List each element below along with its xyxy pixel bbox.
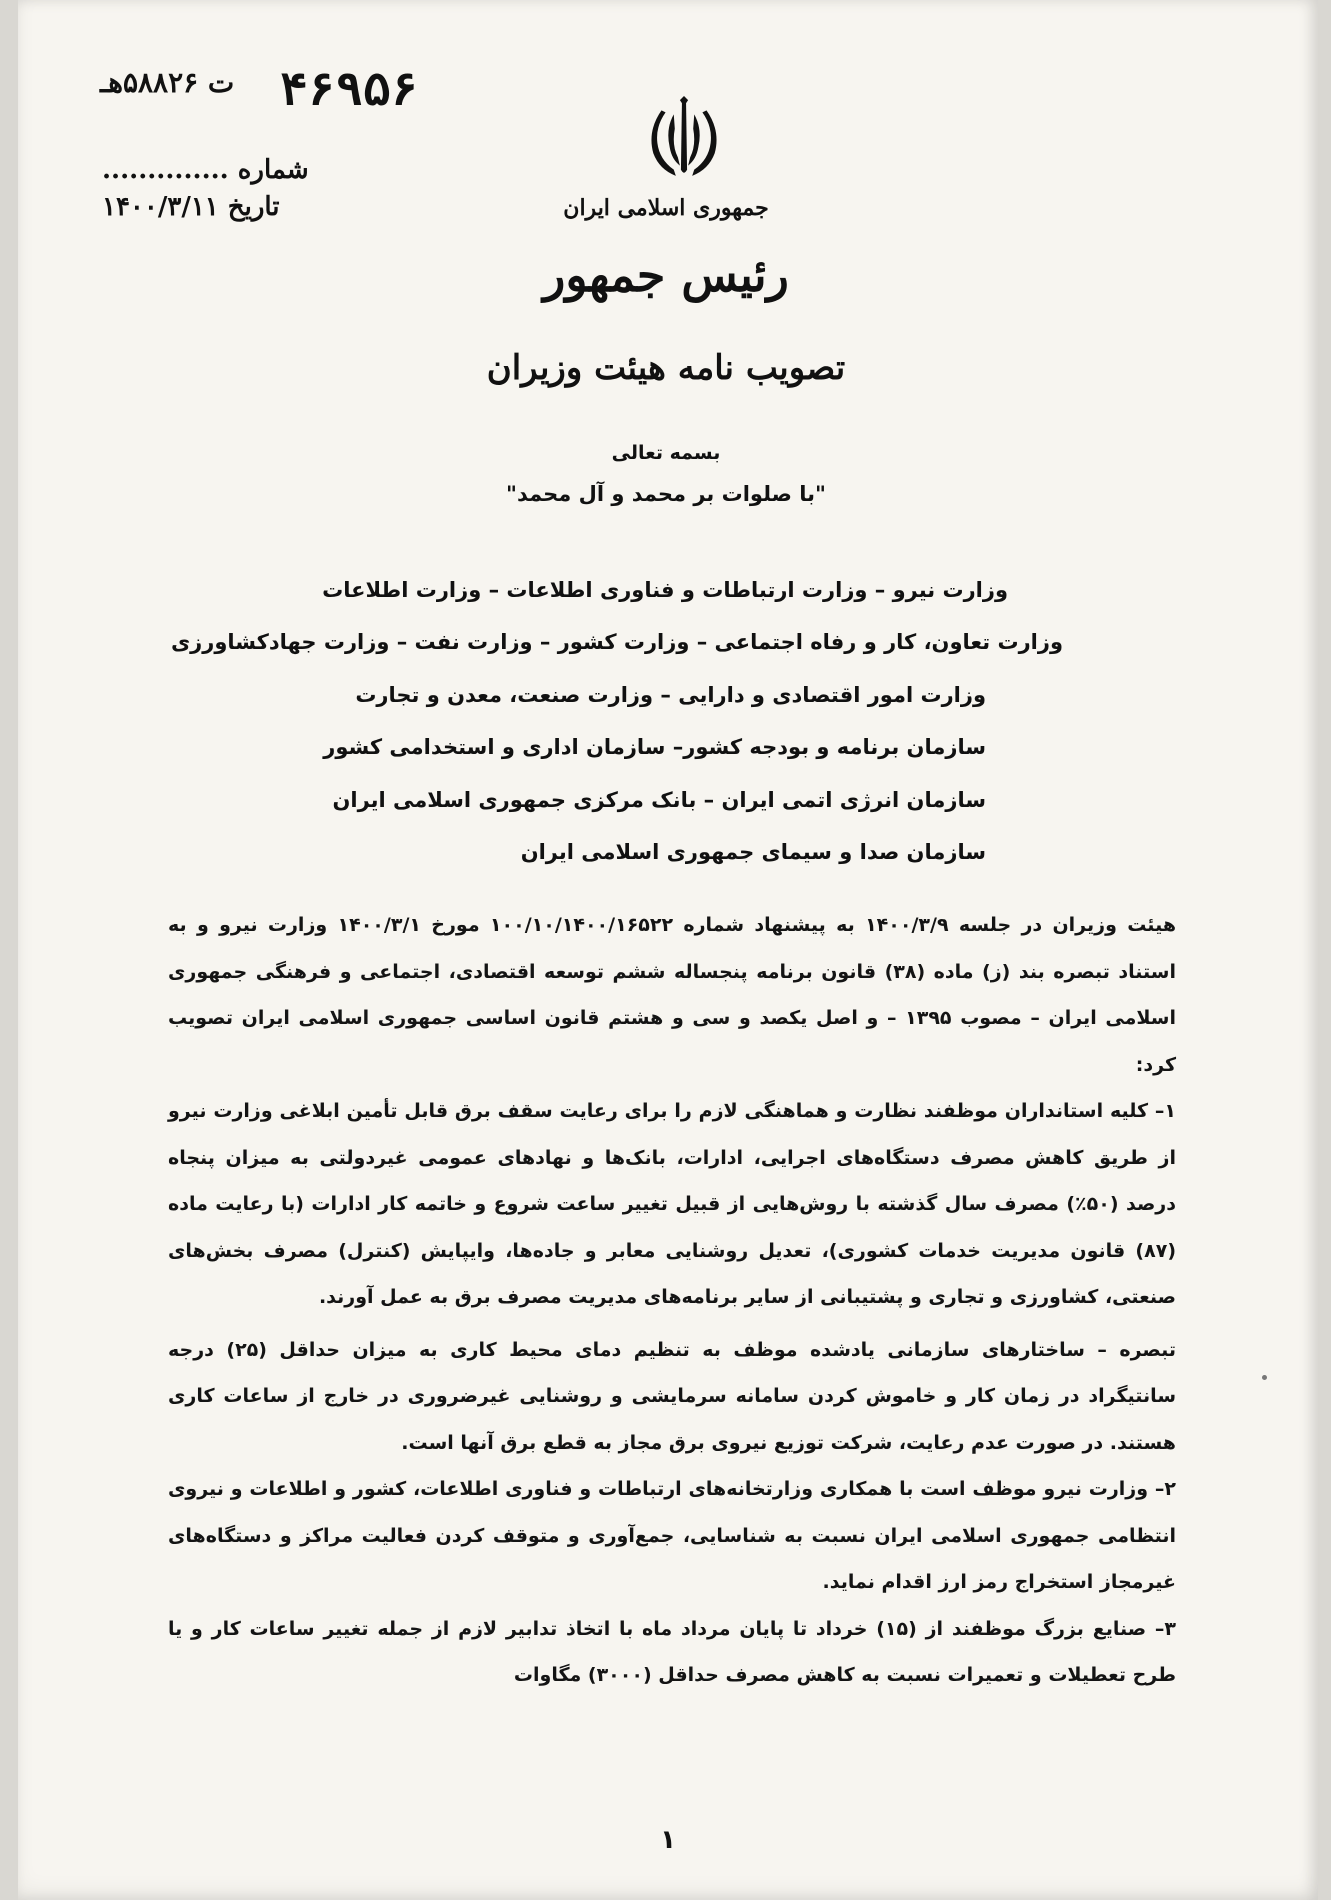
resolution-body	[168, 902, 1176, 1699]
document-page	[18, 0, 1318, 1900]
recipient-line: سازمان انرژی اتمی ایران – بانک مرکزی جمهوری اسلامی ایران	[332, 788, 986, 812]
paper-speck	[1262, 1375, 1267, 1380]
reference-code: ت ۵۸۸۲۶هـ	[100, 66, 235, 99]
president-title: رئیس جمهور	[543, 248, 789, 302]
iran-emblem-icon	[643, 96, 725, 184]
republic-title: جمهوری اسلامی ایران	[563, 195, 769, 221]
recipient-line: وزارت امور اقتصادی و دارایی – وزارت صنعت، معدن و تجارت	[355, 683, 986, 707]
note-paragraph: تبصره – ساختارهای سازمانی یادشده موظف به تنظیم دمای محیط کاری به میزان حداقل (۲۵) درجه سانتیگراد در زمان کار و خاموش کردن سامانه سرمایشی و روشنایی غیرضروری در خارج از ساعات کاری هستند. در صورت عدم رعایت، شرکت توزیع نیروی برق مجاز به قطع برق آنها است.	[168, 1338, 1177, 1454]
item-2-paragraph: ۲– وزارت نیرو موظف است با همکاری وزارتخانه‌های ارتباطات و فناوری اطلاعات، کشور و اطلاعات و نیروی انتظامی جمهوری اسلامی ایران نسبت به شناسایی، جمع‌آوری و متوقف کردن فعالیت مراکز و دستگاه‌های غیرمجاز استخراج رمز ارز اقدام نماید.	[168, 1478, 1176, 1593]
document-number: ۴۶۹۵۶	[280, 62, 419, 116]
bismillah-line: بسمه تعالی	[611, 442, 721, 464]
recipient-line: وزارت نیرو – وزارت ارتباطات و فناوری اطلاعات – وزارت اطلاعات	[322, 578, 1008, 602]
date-field: تاریخ ۱۴۰۰/۳/۱۱	[102, 192, 280, 222]
item-1-paragraph: ۱– کلیه استانداران موظفند نظارت و هماهنگی لازم را برای رعایت سقف برق قابل تأمین ابلاغی وزارت نیرو از طریق کاهش مصرف دستگاه‌های اجرایی، ادارات، بانک‌ها و نهادهای عمومی غیردولتی به میزان پنجاه درصد (۵۰٪) مصرف سال گذشته با روش‌هایی از قبیل تغییر ساعت شروع و خاتمه کار ادارات (با رعایت ماده (۸۷) قانون مدیریت خدمات کشوری)، تعدیل روشنایی معابر و جاده‌ها، وایپایش (کنترل) مصرف بخش‌های صنعتی، کشاورزی و تجاری و پشتیبانی از سایر برنامه‌های مدیریت مصرف برق به عمل آورند.	[168, 1100, 1176, 1308]
salavat-line: "با صلوات بر محمد و آل محمد"	[506, 482, 826, 506]
recipient-line: وزارت تعاون، کار و رفاه اجتماعی – وزارت کشور – وزارت نفت – وزارت جهادکشاورزی	[170, 630, 1063, 654]
recipient-line: سازمان صدا و سیمای جمهوری اسلامی ایران	[520, 840, 986, 864]
cabinet-title: تصویب نامه هیئت وزیران	[486, 348, 846, 388]
item-3-paragraph: ۳– صنایع بزرگ موظفند از (۱۵) خرداد تا پایان مرداد ماه با اتخاذ تدابیر لازم از جمله تغییر ساعات کار و یا طرح تعطیلات و تعمیرات نسبت به کاهش مصرف حداقل (۳۰۰۰) مگاوات	[168, 1617, 1176, 1686]
intro-paragraph: هیئت وزیران در جلسه ۱۴۰۰/۳/۹ به پیشنهاد شماره ۱۰۰/۱۰/۱۴۰۰/۱۶۵۲۲ مورخ ۱۴۰۰/۳/۱ وزارت نیرو و به استناد تبصره بند (ز) ماده (۳۸) قانون برنامه پنجساله ششم توسعه اقتصادی، اجتماعی و فرهنگی جمهوری اسلامی ایران – مصوب ۱۳۹۵ – و اصل یکصد و سی و هشتم قانون اساسی جمهوری اسلامی ایران تصویب کرد:	[168, 914, 1176, 1076]
page-number: ۱	[660, 1825, 676, 1855]
number-field: شماره ..............	[102, 155, 309, 185]
recipient-line: سازمان برنامه و بودجه کشور– سازمان اداری و استخدامی کشور	[323, 735, 986, 759]
